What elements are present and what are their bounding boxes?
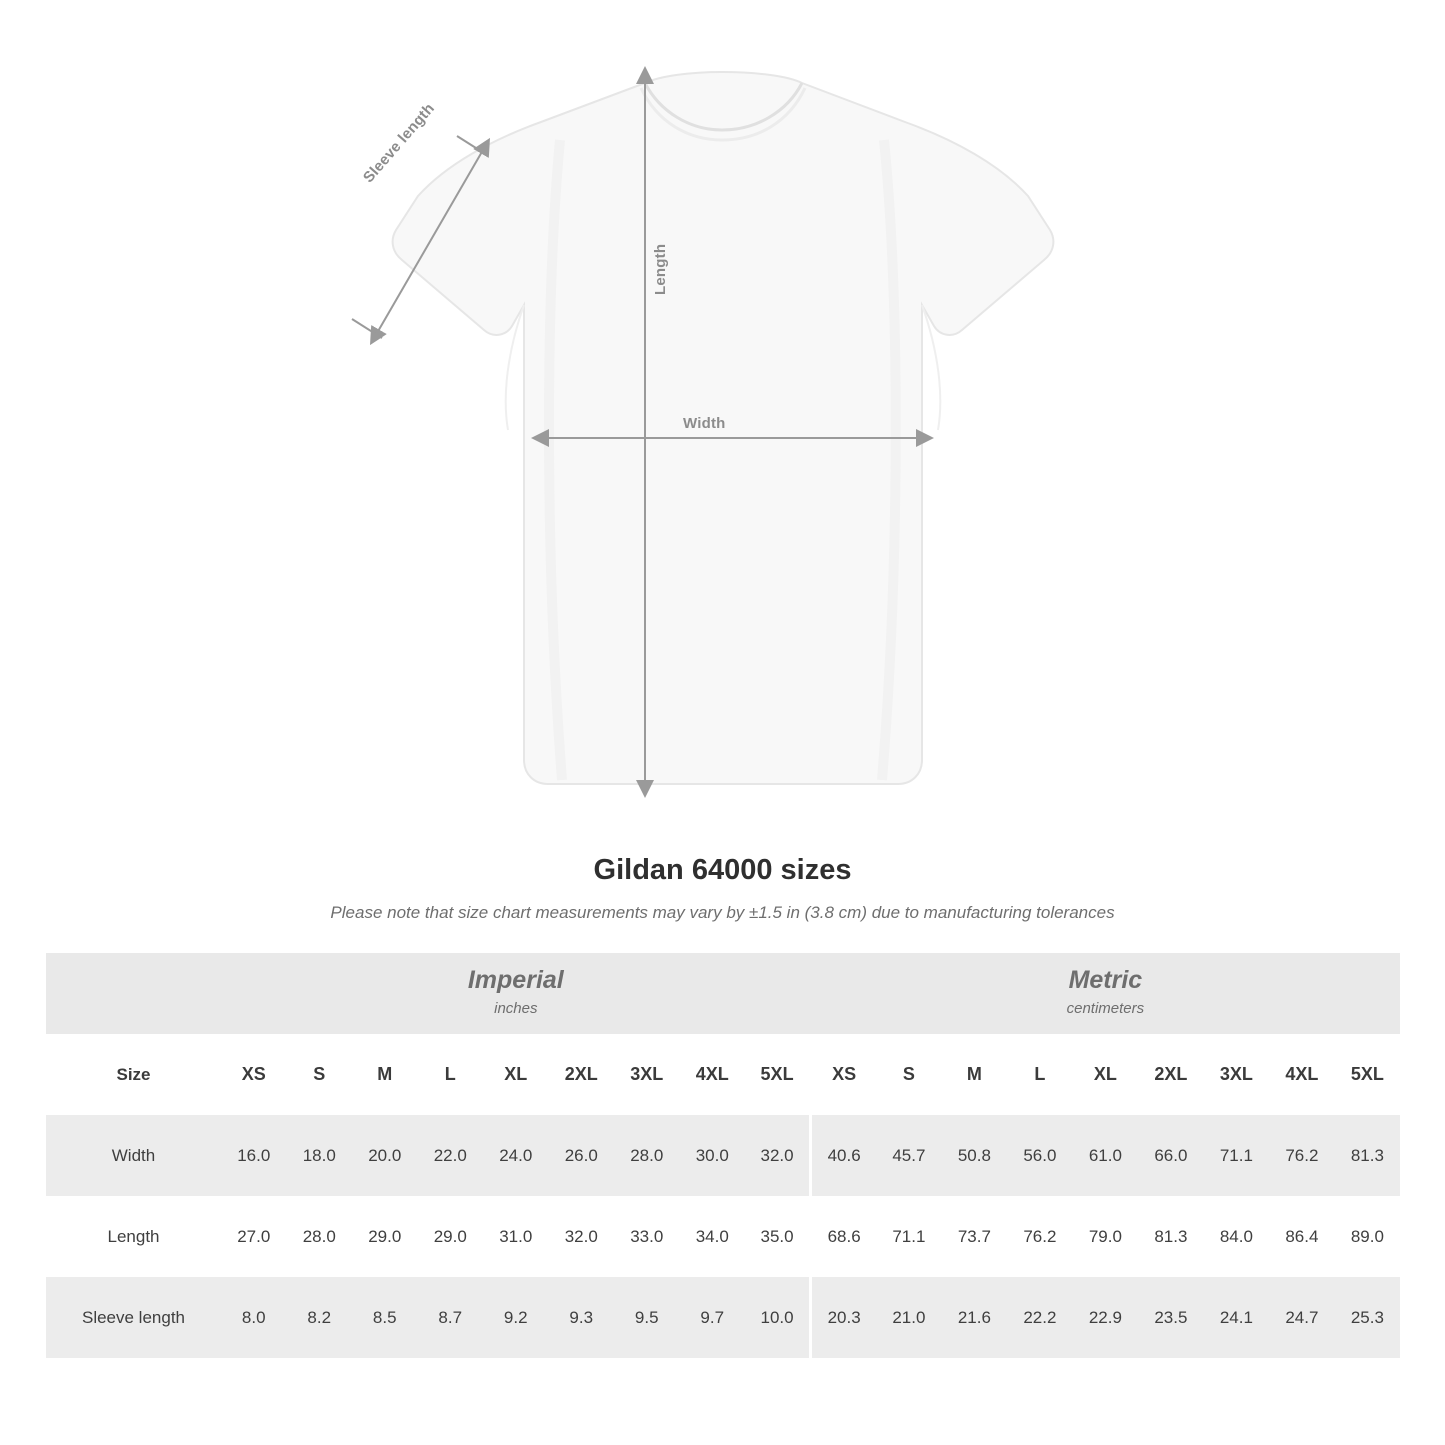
cell-length-imperial-s: 28.0: [287, 1196, 353, 1277]
tolerance-note: Please note that size chart measurements may vary by ±1.5 in (3.8 cm) due to manufacturing tolerances: [330, 903, 1115, 922]
size-table-container: [46, 953, 1399, 1358]
width-label: Width: [683, 415, 726, 432]
cell-width-metric-4xl: 76.2: [1269, 1115, 1335, 1196]
size-header-imperial-2xl: 2XL: [549, 1034, 615, 1115]
cell-width-imperial-xs: 16.0: [221, 1115, 287, 1196]
cell-width-imperial-3xl: 28.0: [614, 1115, 680, 1196]
cell-width-metric-2xl: 66.0: [1138, 1115, 1204, 1196]
cell-length-imperial-xs: 27.0: [221, 1196, 287, 1277]
cell-length-imperial-m: 29.0: [352, 1196, 418, 1277]
cell-length-metric-l: 76.2: [1007, 1196, 1073, 1277]
cell-sleeve-metric-xs: 20.3: [811, 1277, 877, 1358]
cell-length-imperial-2xl: 32.0: [549, 1196, 615, 1277]
size-header-imperial-3xl: 3XL: [614, 1034, 680, 1115]
cell-width-metric-s: 45.7: [876, 1115, 942, 1196]
unit-group-metric: [811, 953, 1401, 1034]
size-header-imperial-m: M: [352, 1034, 418, 1115]
cell-sleeve-metric-s: 21.0: [876, 1277, 942, 1358]
sleeve-length-label: Sleeve length: [360, 100, 438, 187]
size-header-imperial-4xl: 4XL: [680, 1034, 746, 1115]
cell-sleeve-metric-xl: 22.9: [1073, 1277, 1139, 1358]
cell-length-imperial-5xl: 35.0: [745, 1196, 811, 1277]
size-header-metric-4xl: 4XL: [1269, 1034, 1335, 1115]
unit-subtitle-imperial: inches: [494, 1000, 538, 1018]
cell-width-imperial-2xl: 26.0: [549, 1115, 615, 1196]
cell-sleeve-metric-4xl: 24.7: [1269, 1277, 1335, 1358]
cell-width-metric-xs: 40.6: [811, 1115, 877, 1196]
cell-width-metric-3xl: 71.1: [1204, 1115, 1270, 1196]
cell-sleeve-metric-3xl: 24.1: [1204, 1277, 1270, 1358]
unit-header-spacer: [46, 953, 221, 1034]
size-header-imperial-s: S: [287, 1034, 353, 1115]
cell-sleeve-imperial-xl: 9.2: [483, 1277, 549, 1358]
length-label: Length: [652, 243, 669, 295]
cell-width-metric-xl: 61.0: [1073, 1115, 1139, 1196]
cell-sleeve-imperial-5xl: 10.0: [745, 1277, 811, 1358]
cell-sleeve-metric-2xl: 23.5: [1138, 1277, 1204, 1358]
size-header-metric-5xl: 5XL: [1335, 1034, 1401, 1115]
cell-sleeve-imperial-4xl: 9.7: [680, 1277, 746, 1358]
size-row-label: Size: [46, 1034, 221, 1115]
cell-sleeve-imperial-xs: 8.0: [221, 1277, 287, 1358]
cell-sleeve-imperial-3xl: 9.5: [614, 1277, 680, 1358]
size-header-metric-xl: XL: [1073, 1034, 1139, 1115]
cell-length-metric-xl: 79.0: [1073, 1196, 1139, 1277]
size-header-imperial-xs: XS: [221, 1034, 287, 1115]
cell-length-metric-s: 71.1: [876, 1196, 942, 1277]
table-row-sleeve-length: [46, 1277, 1400, 1358]
cell-length-imperial-4xl: 34.0: [680, 1196, 746, 1277]
cell-width-imperial-5xl: 32.0: [745, 1115, 811, 1196]
size-header-metric-2xl: 2XL: [1138, 1034, 1204, 1115]
cell-length-metric-4xl: 86.4: [1269, 1196, 1335, 1277]
cell-length-metric-3xl: 84.0: [1204, 1196, 1270, 1277]
row-label-sleeve-length: Sleeve length: [46, 1277, 221, 1358]
cell-length-metric-m: 73.7: [942, 1196, 1008, 1277]
cell-width-imperial-m: 20.0: [352, 1115, 418, 1196]
cell-width-imperial-4xl: 30.0: [680, 1115, 746, 1196]
unit-title-metric: Metric: [1068, 966, 1143, 995]
page-title: Gildan 64000 sizes: [593, 854, 852, 886]
size-header-metric-xs: XS: [811, 1034, 877, 1115]
cell-length-metric-2xl: 81.3: [1138, 1196, 1204, 1277]
cell-sleeve-metric-m: 21.6: [942, 1277, 1008, 1358]
cell-width-metric-5xl: 81.3: [1335, 1115, 1401, 1196]
table-row-width: [46, 1115, 1400, 1196]
cell-sleeve-imperial-m: 8.5: [352, 1277, 418, 1358]
cell-width-imperial-l: 22.0: [418, 1115, 484, 1196]
row-label-length: Length: [46, 1196, 221, 1277]
size-header-metric-3xl: 3XL: [1204, 1034, 1270, 1115]
cell-sleeve-imperial-s: 8.2: [287, 1277, 353, 1358]
cell-length-metric-xs: 68.6: [811, 1196, 877, 1277]
size-header-row: [46, 1034, 1400, 1115]
cell-sleeve-imperial-l: 8.7: [418, 1277, 484, 1358]
cell-length-imperial-3xl: 33.0: [614, 1196, 680, 1277]
size-header-imperial-xl: XL: [483, 1034, 549, 1115]
size-header-imperial-l: L: [418, 1034, 484, 1115]
size-header-metric-l: L: [1007, 1034, 1073, 1115]
row-label-width: Width: [46, 1115, 221, 1196]
cell-sleeve-metric-5xl: 25.3: [1335, 1277, 1401, 1358]
size-table: [46, 953, 1400, 1358]
cell-length-imperial-xl: 31.0: [483, 1196, 549, 1277]
size-header-metric-s: S: [876, 1034, 942, 1115]
cell-width-imperial-xl: 24.0: [483, 1115, 549, 1196]
cell-width-imperial-s: 18.0: [287, 1115, 353, 1196]
cell-sleeve-metric-l: 22.2: [1007, 1277, 1073, 1358]
cell-sleeve-imperial-2xl: 9.3: [549, 1277, 615, 1358]
unit-group-imperial: [221, 953, 811, 1034]
cell-length-imperial-l: 29.0: [418, 1196, 484, 1277]
size-header-imperial-5xl: 5XL: [745, 1034, 811, 1115]
unit-title-imperial: Imperial: [467, 966, 564, 995]
size-header-metric-m: M: [942, 1034, 1008, 1115]
cell-width-metric-m: 50.8: [942, 1115, 1008, 1196]
cell-width-metric-l: 56.0: [1007, 1115, 1073, 1196]
unit-subtitle-metric: centimeters: [1066, 1000, 1145, 1018]
cell-length-metric-5xl: 89.0: [1335, 1196, 1401, 1277]
table-row-length: [46, 1196, 1400, 1277]
unit-header-row: [46, 953, 1400, 1034]
